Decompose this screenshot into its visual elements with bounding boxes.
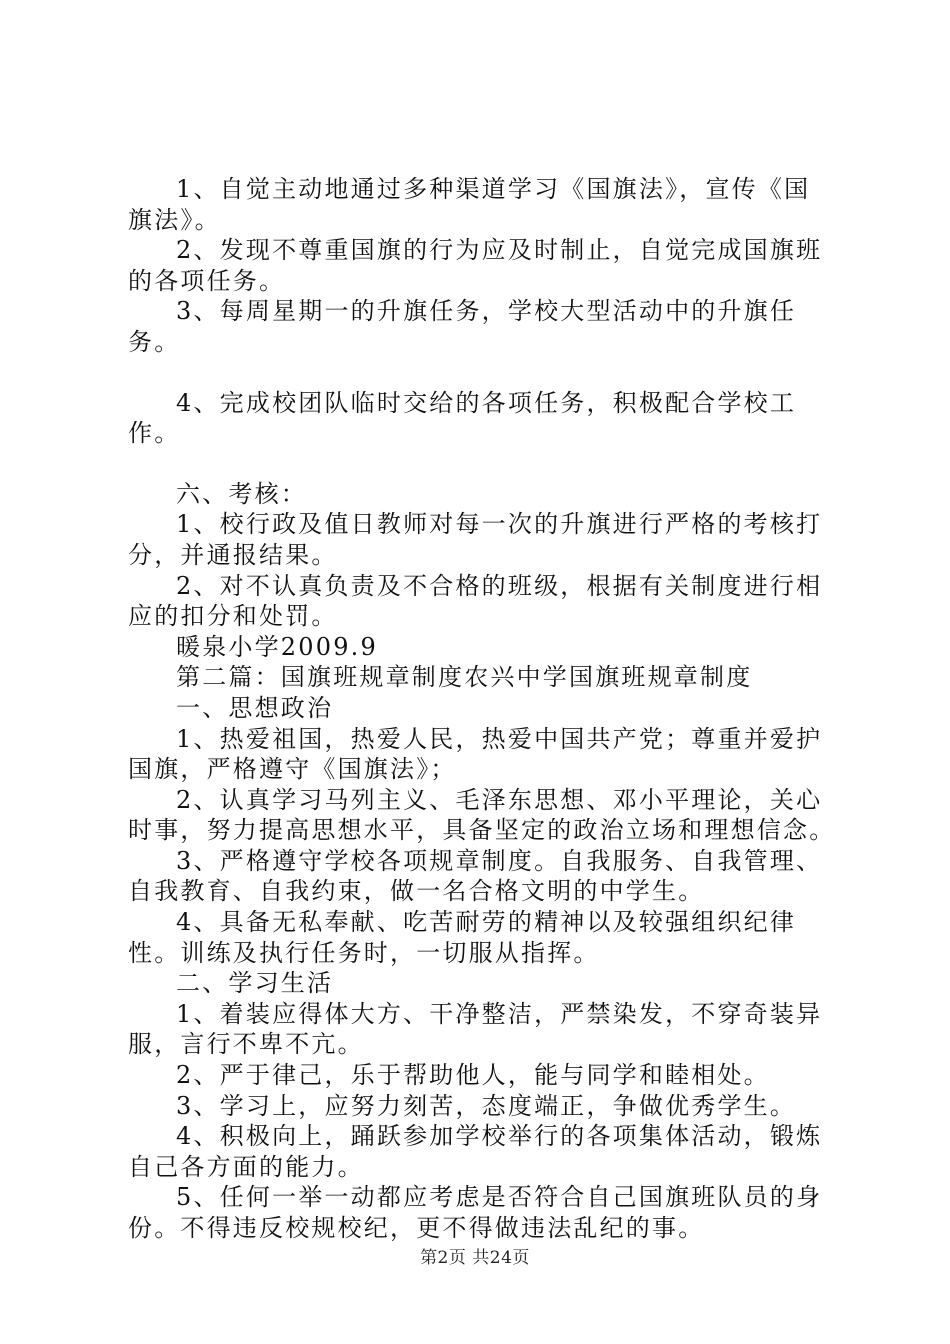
paragraph: 2、严于律己，乐于帮助他人，能与同学和睦相处。	[176, 1061, 770, 1090]
paragraph: 2、认真学习马列主义、毛泽东思想、邓小平理论，关心时事，努力提高思想水平，具备坚定的政治立场和理想信念。	[128, 785, 836, 845]
section-heading: 六、考核：	[176, 479, 307, 508]
paragraph: 4、完成校团队临时交给的各项任务，积极配合学校工作。	[128, 388, 797, 448]
paragraph: 2、发现不尊重国旗的行为应及时制止，自觉完成国旗班的各项任务。	[128, 236, 823, 295]
paragraph: 1、校行政及值日教师对每一次的升旗进行严格的考核打分，并通报结果。	[128, 510, 823, 569]
paragraph-gap	[128, 358, 836, 388]
chapter-title: 第二篇：国旗班规章制度农兴中学国旗班规章制度	[176, 663, 753, 692]
paragraph: 4、具备无私奉献、吃苦耐劳的精神以及较强组织纪律性。训练及执行任务时，一切服从指挥。	[128, 908, 797, 967]
paragraph: 3、学习上，应努力刻苦，态度端正，争做优秀学生。	[176, 1091, 797, 1120]
section-heading: 二、学习生活	[176, 969, 334, 998]
paragraph: 1、自觉主动地通过多种渠道学习《国旗法》，宣传《国旗法》。	[128, 175, 811, 234]
paragraph: 4、积极向上，踊跃参加学校举行的各项集体活动，锻炼自己各方面的能力。	[128, 1122, 823, 1181]
paragraph: 5、任何一举一动都应考虑是否符合自己国旗班队员的身份。不得违反校规校纪，更不得做违法乱纪的事。	[128, 1183, 823, 1242]
signature-line: 暖泉小学2009.9	[176, 632, 378, 661]
paragraph: 1、着装应得体大方、干净整洁，严禁染发，不穿奇装异服，言行不卑不亢。	[128, 999, 823, 1059]
paragraph: 1、热爱祖国，热爱人民，热爱中国共产党；尊重并爱护国旗，严格遵守《国旗法》；	[128, 724, 823, 784]
section-heading: 一、思想政治	[176, 693, 334, 722]
document-body	[128, 174, 836, 1244]
paragraph: 2、对不认真负责及不合格的班级，根据有关制度进行相应的扣分和处罚。	[128, 571, 823, 631]
paragraph: 3、严格遵守学校各项规章制度。自我服务、自我管理、自我教育、自我约束，做一名合格文明的中学生。	[128, 846, 823, 906]
paragraph: 3、每周星期一的升旗任务，学校大型活动中的升旗任务。	[128, 297, 797, 356]
page-number-footer: 第2页 共24页	[420, 1248, 530, 1268]
paragraph-gap	[128, 449, 836, 479]
